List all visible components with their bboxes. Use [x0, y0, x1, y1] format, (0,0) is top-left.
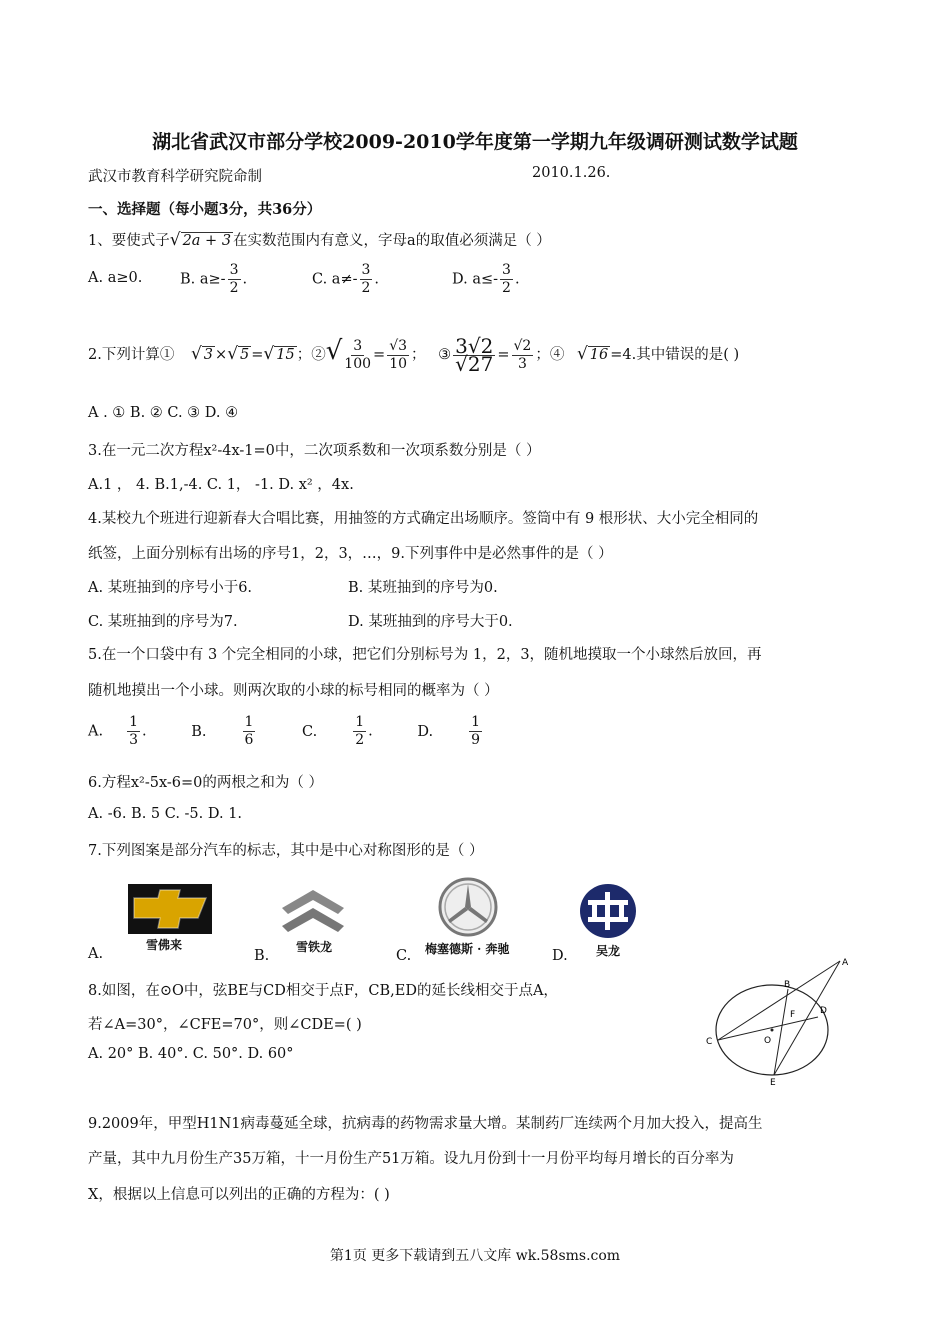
q6-options: A. -6. B. 5 C. -5. D. 1.: [88, 806, 243, 822]
q1-option-c: C. a≠- $\frac{3}{2}$ .: [312, 262, 380, 296]
section-heading: 一、选择题（每小题3分，共36分）: [88, 201, 322, 218]
question-2: 2.下列计算① √ 3 ×√ 5 =√ 15 ；②√ $\frac{3}{100}$ = $\frac{√3}{10}$ ； ③ $\frac{3√2}{√27}$ = $\frac{√2}{3}$ ；④ √ 16 =4.其中错误的是( ): [88, 333, 740, 376]
q4-option-d: D. 某班抽到的序号大于0.: [348, 614, 513, 630]
q1-option-b: B. a≥- $\frac{3}{2}$ .: [180, 262, 248, 296]
q3-options: A.1 ， 4. B.1,-4. C. 1， -1. D. x² ，4x.: [88, 477, 354, 493]
point-label-c: C: [706, 1037, 713, 1047]
logo-caption-b: 雪铁龙: [296, 940, 333, 954]
q1-option-a: A. a≥0.: [88, 270, 143, 286]
circle-geometry-figure: [700, 955, 860, 1085]
q4-option-a: A. 某班抽到的序号小于6.: [88, 580, 253, 596]
q4-option-c: C. 某班抽到的序号为7.: [88, 614, 238, 630]
q5-options: A. $\frac{1}{3}$ . B. $\frac{1}{6}$ C. $\frac{1}{2}$ . D. $\frac{1}{9}$: [88, 714, 480, 748]
q1-option-d: D. a≤- $\frac{3}{2}$ .: [452, 262, 520, 296]
question-9-line-2: 产量，其中九月份生产35万箱，十一月份生产51万箱。设九月份到十一月份平均每月增长的百分率为: [88, 1151, 734, 1167]
point-label-b: B: [784, 980, 791, 990]
question-8-line-2: 若∠A=30°，∠CFE=70°，则∠CDE=( ): [88, 1017, 362, 1033]
question-4-line-2: 纸签，上面分别标有出场的序号1，2，3，…，9.下列事件中是必然事件的是（ ）: [88, 546, 613, 562]
logo-caption-a: 雪佛来: [146, 938, 183, 952]
page-footer: 第1页 更多下载请到五八文库 wk.58sms.com: [329, 1248, 621, 1264]
question-3: 3.在一元二次方程x²-4x-1=0中，二次项系数和一次项系数分别是（ ）: [88, 443, 541, 459]
question-1: 1、要使式子√ 2a + 3 在实数范围内有意义，字母a的取值必须满足（ ）: [88, 230, 551, 250]
question-9-line-1: 9.2009年，甲型H1N1病毒蔓延全球，抗病毒的药物需求量大增。某制药厂连续两个月加大投入，提高生: [88, 1116, 763, 1132]
citroen-logo: [278, 886, 348, 934]
date-line: 2010.1.26.: [532, 165, 611, 181]
author-line: 武汉市教育科学研究院命制: [88, 169, 262, 185]
page-title: 湖北省武汉市部分学校2009-2010学年度第一学期九年级调研测试数学试题: [152, 131, 798, 153]
q4-option-b: B. 某班抽到的序号为0.: [348, 580, 498, 596]
logo-caption-c: 梅塞德斯 · 奔驰: [425, 942, 510, 956]
question-5-line-1: 5.在一个口袋中有 3 个完全相同的小球，把它们分别标号为 1，2，3，随机地摸取一个小球然后放回，再: [88, 647, 762, 663]
q7-option-b: B.: [254, 948, 270, 964]
point-label-o: O: [764, 1036, 772, 1046]
question-7: 7.下列图案是部分汽车的标志，其中是中心对称图形的是（ ）: [88, 843, 484, 859]
mercedes-logo: [436, 876, 500, 938]
q8-options: A. 20° B. 40°. C. 50°. D. 60°: [88, 1046, 294, 1062]
question-6: 6.方程x²-5x-6=0的两根之和为（ ）: [88, 775, 323, 791]
point-label-e: E: [770, 1078, 776, 1085]
question-5-line-2: 随机地摸出一个小球。则两次取的小球的标号相同的概率为（ ）: [88, 683, 499, 699]
point-label-f: F: [790, 1010, 796, 1020]
logo-caption-d: 吴龙: [596, 944, 621, 958]
question-8-line-1: 8.如图，在⊙O中，弦BE与CD相交于点F，CB,ED的延长线相交于点A，: [88, 983, 558, 999]
point-label-d: D: [820, 1006, 827, 1016]
q2-options: A . ① B. ② C. ③ D. ④: [88, 405, 239, 421]
q7-option-d: D.: [552, 948, 568, 964]
chevrolet-logo: [128, 884, 212, 934]
question-4-line-1: 4.某校九个班进行迎新春大合唱比赛，用抽签的方式确定出场顺序。签筒中有 9 根形状、大小完全相同的: [88, 511, 759, 527]
question-9-line-3: X，根据以上信息可以列出的正确的方程为：( ): [88, 1187, 390, 1203]
geely-logo: [578, 882, 638, 940]
point-label-a: A: [842, 958, 849, 968]
q7-option-a: A.: [88, 946, 104, 962]
q7-option-c: C.: [396, 948, 412, 964]
